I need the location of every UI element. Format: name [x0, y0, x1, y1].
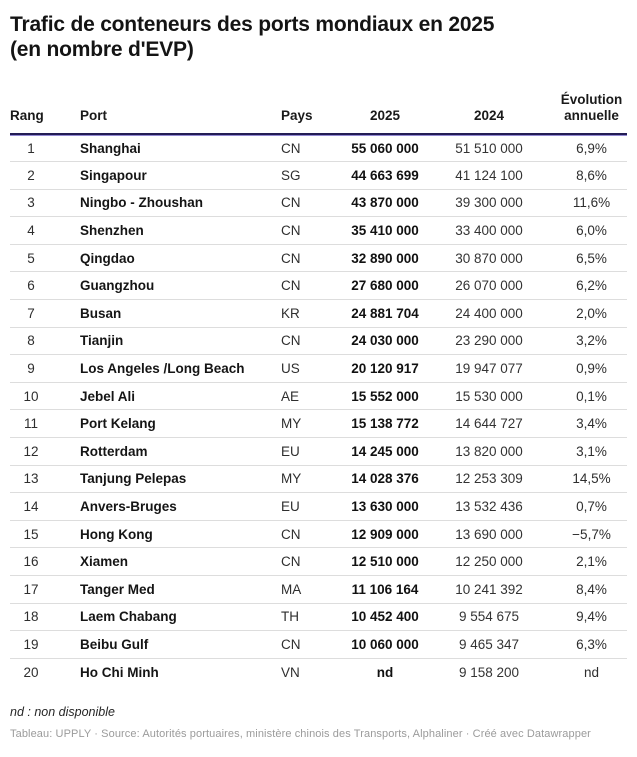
table-row	[10, 327, 627, 355]
cell-rang: 18	[10, 603, 70, 631]
cell-2025: 43 870 000	[332, 189, 438, 217]
cell-rang: 11	[10, 410, 70, 438]
cell-2025: 35 410 000	[332, 217, 438, 245]
cell-rang: 13	[10, 465, 70, 493]
cell-evolution: 6,9%	[576, 140, 607, 156]
cell-evolution: 2,1%	[540, 548, 627, 576]
cell-port: Los Angeles /Long Beach	[70, 355, 270, 383]
cell-port: Anvers-Bruges	[70, 493, 270, 521]
cell-2024: 39 300 000	[438, 189, 540, 217]
cell-pays: CN	[270, 244, 332, 272]
cell-2025: 15 138 772	[332, 410, 438, 438]
cell-2025: 15 552 000	[332, 382, 438, 410]
cell-evolution: 9,4%	[540, 603, 627, 631]
cell-port: Tanjung Pelepas	[70, 465, 270, 493]
cell-2024: 9 554 675	[438, 603, 540, 631]
cell-2025: 20 120 917	[332, 355, 438, 383]
title-line-1: Trafic de conteneurs des ports mondiaux en 2025	[10, 13, 495, 36]
cell-port: Tanger Med	[70, 576, 270, 604]
cell-2025: 11 106 164	[332, 576, 438, 604]
cell-rang: 6	[10, 272, 70, 300]
cell-port: Tianjin	[70, 327, 270, 355]
cell-evolution: 0,1%	[540, 382, 627, 410]
cell-pays: MY	[270, 410, 332, 438]
cell-2024: 13 820 000	[438, 438, 540, 466]
cell-pays: CN	[270, 217, 332, 245]
cell-rang: 9	[10, 355, 70, 383]
cell-2024: 33 400 000	[438, 217, 540, 245]
table-row	[10, 520, 627, 548]
cell-evolution: 6,0%	[540, 217, 627, 245]
cell-2024: 26 070 000	[438, 272, 540, 300]
cell-evolution: 3,1%	[540, 438, 627, 466]
cell-evolution: 3,2%	[540, 327, 627, 355]
header-row	[10, 62, 627, 134]
cell-rang: 7	[10, 300, 70, 328]
cell-2025: nd	[332, 658, 438, 686]
cell-evolution: 11,6%	[540, 189, 627, 217]
cell-evolution: 6,2%	[540, 272, 627, 300]
cell-port: Xiamen	[70, 548, 270, 576]
cell-evolution: 0,7%	[540, 493, 627, 521]
cell-port: Singapour	[70, 162, 270, 190]
cell-2024: 15 530 000	[438, 382, 540, 410]
cell-rang: 17	[10, 576, 70, 604]
table-row	[10, 465, 627, 493]
cell-evolution: 3,4%	[540, 410, 627, 438]
column-header-pays: Pays	[270, 62, 332, 134]
cell-2025: 12 510 000	[332, 548, 438, 576]
cell-evolution: 6,3%	[540, 631, 627, 659]
cell-rang: 16	[10, 548, 70, 576]
cell-2025: 32 890 000	[332, 244, 438, 272]
cell-port: Ho Chi Minh	[70, 658, 270, 686]
cell-2025: 14 028 376	[332, 465, 438, 493]
cell-rang: 12	[10, 438, 70, 466]
cell-2024: 23 290 000	[438, 327, 540, 355]
cell-2024: 12 253 309	[438, 465, 540, 493]
table-row	[10, 300, 627, 328]
cell-pays: EU	[270, 438, 332, 466]
cell-pays: US	[270, 355, 332, 383]
page-title	[10, 12, 627, 62]
table-body	[10, 134, 627, 686]
table-row	[10, 438, 627, 466]
cell-2024: 9 158 200	[438, 658, 540, 686]
cell-pays: MY	[270, 465, 332, 493]
column-header-port: Port	[70, 62, 270, 134]
cell-2024: 19 947 077	[438, 355, 540, 383]
table-row	[10, 217, 627, 245]
cell-rang: 5	[10, 244, 70, 272]
table-row	[10, 631, 627, 659]
cell-pays: CN	[270, 327, 332, 355]
cell-port: Jebel Ali	[70, 382, 270, 410]
table-row	[10, 162, 627, 190]
cell-pays: KR	[270, 300, 332, 328]
cell-rang: 15	[10, 520, 70, 548]
cell-pays: SG	[270, 162, 332, 190]
cell-2025: 44 663 699	[332, 162, 438, 190]
cell-pays: CN	[270, 631, 332, 659]
table-row	[10, 603, 627, 631]
cell-pays: VN	[270, 658, 332, 686]
cell-rang: 1	[27, 140, 35, 156]
cell-evolution: nd	[540, 658, 627, 686]
cell-port: Hong Kong	[70, 520, 270, 548]
cell-evolution: 14,5%	[540, 465, 627, 493]
table-row	[10, 355, 627, 383]
nd-note: nd : non disponible	[10, 704, 115, 719]
cell-evolution: 2,0%	[540, 300, 627, 328]
cell-2025: 24 881 704	[332, 300, 438, 328]
table-row	[10, 548, 627, 576]
cell-port: Shanghai	[80, 140, 141, 156]
table-row	[10, 658, 627, 686]
cell-evolution: −5,7%	[540, 520, 627, 548]
cell-evolution: 8,4%	[540, 576, 627, 604]
table-row	[10, 382, 627, 410]
cell-2024: 41 124 100	[438, 162, 540, 190]
cell-2025: 27 680 000	[332, 272, 438, 300]
cell-port: Beibu Gulf	[70, 631, 270, 659]
cell-rang: 10	[10, 382, 70, 410]
table-row	[10, 576, 627, 604]
cell-2025: 55 060 000	[351, 140, 419, 156]
table-row	[10, 189, 627, 217]
cell-port: Shenzhen	[70, 217, 270, 245]
cell-pays: CN	[270, 520, 332, 548]
cell-2024: 12 250 000	[438, 548, 540, 576]
cell-rang: 8	[10, 327, 70, 355]
cell-port: Rotterdam	[70, 438, 270, 466]
cell-2024: 30 870 000	[438, 244, 540, 272]
cell-rang: 19	[10, 631, 70, 659]
table-row	[10, 272, 627, 300]
cell-pays: TH	[270, 603, 332, 631]
ports-table	[10, 62, 627, 686]
cell-2024: 9 465 347	[438, 631, 540, 659]
cell-2025: 10 060 000	[332, 631, 438, 659]
attribution: Tableau: UPPLY · Source: Autorités portuaires, ministère chinois des Transports, Alphaliner · Créé avec Datawrapper	[10, 727, 591, 740]
table-row	[10, 244, 627, 272]
cell-2025: 14 245 000	[332, 438, 438, 466]
column-header-2025: 2025	[332, 62, 438, 134]
cell-port: Qingdao	[70, 244, 270, 272]
cell-rang: 20	[10, 658, 70, 686]
cell-rang: 4	[10, 217, 70, 245]
title-line-2: (en nombre d'EVP)	[10, 38, 194, 61]
cell-2025: 13 630 000	[332, 493, 438, 521]
table-row	[10, 134, 627, 162]
table-header	[10, 62, 627, 134]
table-row	[10, 410, 627, 438]
cell-2025: 10 452 400	[332, 603, 438, 631]
cell-rang: 3	[10, 189, 70, 217]
cell-port: Busan	[70, 300, 270, 328]
cell-port: Guangzhou	[70, 272, 270, 300]
cell-2025: 12 909 000	[332, 520, 438, 548]
cell-evolution: 0,9%	[540, 355, 627, 383]
cell-2024: 51 510 000	[455, 140, 523, 156]
cell-2024: 24 400 000	[438, 300, 540, 328]
cell-pays: AE	[270, 382, 332, 410]
column-header-2024: 2024	[438, 62, 540, 134]
cell-2024: 13 532 436	[438, 493, 540, 521]
column-header-evolution: Évolution annuelle	[540, 62, 627, 134]
cell-port: Laem Chabang	[70, 603, 270, 631]
cell-port: Port Kelang	[70, 410, 270, 438]
cell-2024: 13 690 000	[438, 520, 540, 548]
cell-2025: 24 030 000	[332, 327, 438, 355]
cell-pays: CN	[281, 140, 301, 156]
cell-evolution: 6,5%	[540, 244, 627, 272]
cell-pays: CN	[270, 548, 332, 576]
cell-rang: 14	[10, 493, 70, 521]
cell-evolution: 8,6%	[540, 162, 627, 190]
cell-2024: 10 241 392	[438, 576, 540, 604]
cell-rang: 2	[10, 162, 70, 190]
cell-pays: CN	[270, 189, 332, 217]
footer	[10, 705, 627, 740]
cell-pays: MA	[270, 576, 332, 604]
column-header-rang: Rang	[10, 62, 70, 134]
cell-pays: EU	[270, 493, 332, 521]
table-row	[10, 493, 627, 521]
cell-port: Ningbo - Zhoushan	[70, 189, 270, 217]
cell-2024: 14 644 727	[438, 410, 540, 438]
cell-pays: CN	[270, 272, 332, 300]
